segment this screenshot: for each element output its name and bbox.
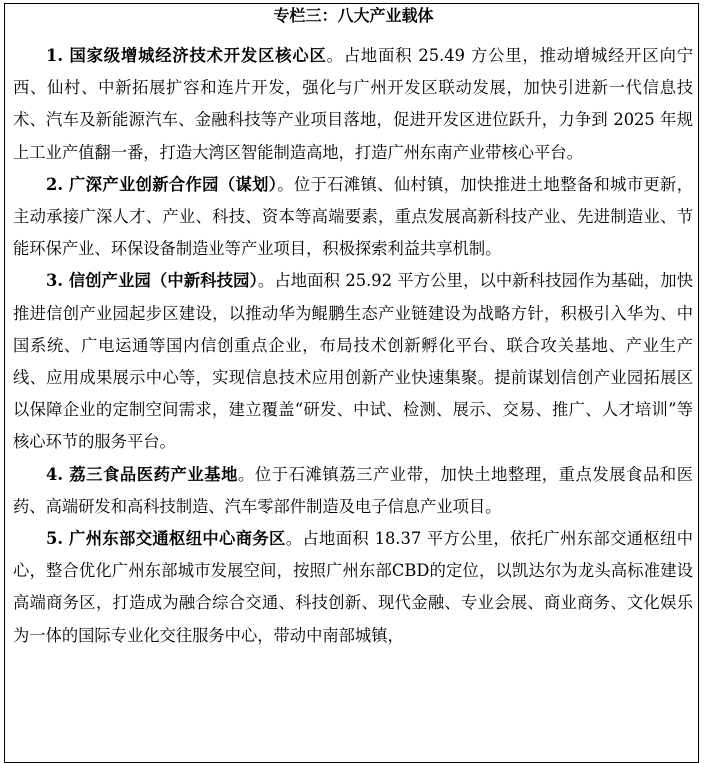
item-body: 。位于石滩镇荔三产业带，加快土地整理，重点发展食品和医药、高端研发和高科技制造、汽车零部件制造及电子信息产业项目。 <box>13 464 693 516</box>
item-body: 。占地面积 25.92 平方公里，以中新科技园作为基础，加快推进信创产业园起步区建设，以推动华为鲲鹏生态产业链建设为战略方针，积极引入华为、中国系统、广电运通等国内信创重点企业，布局技术创新孵化平台、联合攻关基地、产业生产线、应用成果展示中心等，实现信息技术应用创新产业快速集聚。提前谋划信创产业园拓展区以保障企业的定制空间需求，建立覆盖“研发、中试、检测、展示、交易、推广、人才培训”等核心环节的服务平台。 <box>13 271 693 452</box>
item-paragraph <box>13 523 693 652</box>
item-heading: 2. 广深产业创新合作园（谋划） <box>46 174 278 194</box>
item-paragraph <box>13 40 693 169</box>
item-paragraph <box>13 459 693 523</box>
item-heading: 1. 国家级增城经济技术开发区核心区 <box>46 46 327 65</box>
item-paragraph <box>13 265 693 458</box>
item-body: 。占地面积 25.49 方公里，推动增城经开区向宁西、仙村、中新拓展扩容和连片开发，强化与广州开发区联动发展，加快引进新一代信息技术、汽车及新能源汽车、金融科技等产业项目落地，促进开发区进位跃升，力争到 2025 年规上工业产值翻一番，打造大湾区智能制造高地，打造广州东南产业带核心平台。 <box>13 46 693 162</box>
item-paragraph <box>13 169 693 266</box>
item-heading: 3. 信创产业园（中新科技园） <box>46 271 258 291</box>
item-heading: 5. 广州东部交通枢纽中心商务区 <box>46 529 286 549</box>
column-content <box>13 40 693 652</box>
item-body: 。占地面积 18.37 平方公里，依托广州东部交通枢纽中心，整合优化广州东部城市发展空间，按照广州东部CBD的定位，以凯达尔为龙头高标准建设高端商务区，打造成为融合综合交通、科技创新、现代金融、专业会展、商业商务、文化娱乐为一体的国际专业化交往服务中心，带动中南部城镇， <box>13 529 694 645</box>
item-body: 。位于石滩镇、仙村镇，加快推进土地整备和城市更新，主动承接广深人才、产业、科技、资本等高端要素，重点发展高新科技产业、先进制造业、节能环保产业、环保设备制造业等产业项目，积极探索利益共享机制。 <box>13 174 693 259</box>
column-title: 专栏三：八大产业载体 <box>273 6 434 25</box>
item-heading: 4. 荔三食品医药产业基地 <box>46 464 238 484</box>
